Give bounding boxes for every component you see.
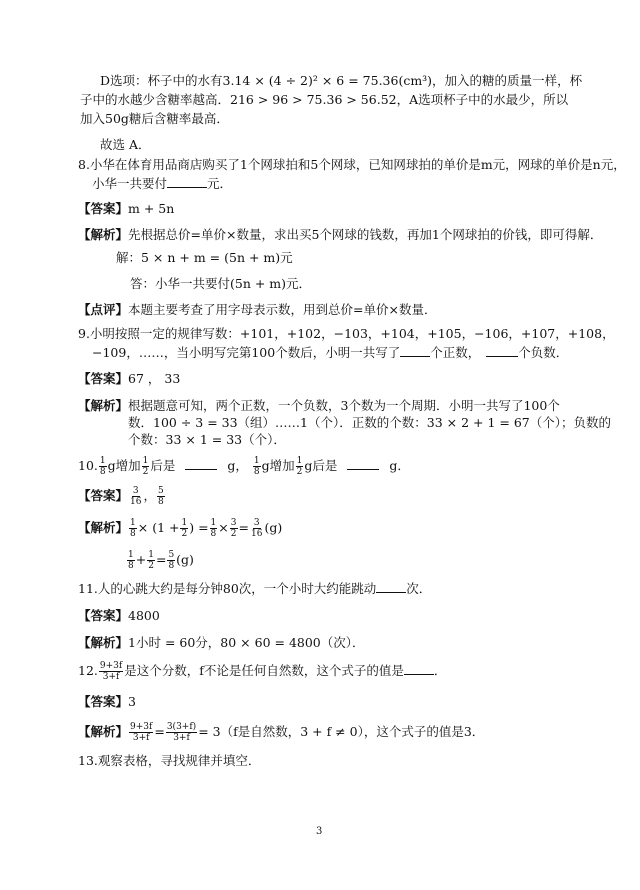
q10-blank-2 xyxy=(347,457,379,470)
q12-answer-label: 【答案】 xyxy=(78,694,129,709)
q10-text-6: g． xyxy=(389,458,410,473)
q8-answer-line xyxy=(78,200,174,218)
q10-fraction-1-8-a: $\frac{1}{8}$ xyxy=(99,456,106,477)
q10-fraction-1-8-b: $\frac{1}{8}$ xyxy=(253,456,260,477)
page-number: 3 xyxy=(316,826,323,837)
q10-analysis-text-1: × (1 + xyxy=(137,520,180,535)
q10-text-3: g， xyxy=(227,458,248,473)
q8-text-part-b: 元． xyxy=(207,176,233,191)
q8-answer-value: m + 5n xyxy=(128,201,175,216)
q8-answer-blank xyxy=(167,175,207,188)
q8-solution-line: 解：5 × n + m = (5n + m)元 xyxy=(116,250,293,265)
q9-answer-line xyxy=(78,370,180,388)
q8-comment-label: 【点评】 xyxy=(78,302,129,317)
q10-answer-line xyxy=(78,484,166,508)
q8-analysis-text: 先根据总价=单价×数量，求出买5个网球的钱数，再加1个网球拍的价钱，即可得解． xyxy=(128,227,603,242)
q10-line2-plus: + xyxy=(135,552,147,567)
q8-text-line-2 xyxy=(92,175,232,193)
q11-analysis-line xyxy=(78,634,365,652)
q10-line2-frac-2: $\frac{1}{2}$ xyxy=(148,550,154,571)
q12-text-part-a: 是这个分数，f不论是任何自然数，这个式子的值是 xyxy=(124,663,404,678)
q10-analysis-frac-1: $\frac{1}{8}$ xyxy=(130,518,136,539)
q12-analysis-label: 【解析】 xyxy=(78,724,129,739)
q9-text-line-2 xyxy=(92,344,568,362)
q9-text-line-1: 9.小明按照一定的规律写数：+101，+102，−103，+104，+105，−106，+107，+108， xyxy=(78,326,615,341)
q10-text-line xyxy=(78,454,410,478)
q10-text-5: g后是 xyxy=(304,458,338,473)
q10-fraction-1-2-a: $\frac{1}{2}$ xyxy=(142,456,149,477)
q10-analysis-label: 【解析】 xyxy=(78,520,129,535)
q10-analysis-frac-2: $\frac{1}{2}$ xyxy=(181,518,188,539)
q10-line2-frac-1: $\frac{1}{8}$ xyxy=(128,550,134,571)
d-option-line-2: 子中的水越少含糖率越高．216 > 96 > 75.36 > 56.52，A选项杯子中的水最少，所以 xyxy=(80,92,569,107)
q10-text-1: g增加 xyxy=(107,458,141,473)
q12-analysis-fraction-1: $\frac{9+3f}{3+f}$ xyxy=(130,722,153,743)
q11-answer-value: 4800 xyxy=(128,608,160,623)
q12-blank xyxy=(404,662,434,675)
q13-text-line: 13.观察表格，寻找规律并填空． xyxy=(78,753,261,768)
q9-negative-blank xyxy=(486,344,518,357)
q9-text-part-b: 个正数， xyxy=(430,345,481,360)
q8-analysis-label: 【解析】 xyxy=(78,227,129,242)
q9-positive-blank xyxy=(400,344,430,357)
q12-text-part-b: ． xyxy=(433,663,447,678)
q11-text-part-b: 次． xyxy=(406,581,432,596)
q10-analysis-text-5: (g) xyxy=(264,520,283,535)
q10-text-2: 后是 xyxy=(150,458,176,473)
d-option-line-3: 加入50g糖后含糖率最高． xyxy=(80,111,229,126)
q12-fraction: $\frac{9+3f}{3+f}$ xyxy=(99,661,123,682)
q10-blank-1 xyxy=(185,457,217,470)
q9-analysis-line-1 xyxy=(78,397,560,415)
q10-prefix: 10. xyxy=(78,458,98,473)
q10-answer-separator: ， xyxy=(143,488,156,503)
q9-analysis-label: 【解析】 xyxy=(78,398,129,413)
q9-answer-value: 67 ， 33 xyxy=(128,371,181,386)
q10-line2-end: (g) xyxy=(176,552,194,567)
q10-answer-fraction-3-16: $\frac{3}{16}$ xyxy=(130,486,142,507)
q12-analysis-fraction-2: $\frac{3(3+f)}{3+f}$ xyxy=(166,722,197,743)
q12-analysis-line xyxy=(78,719,484,745)
q9-analysis-text-1: 根据题意可知，两个正数，一个负数，3个数为一个周期．小明一共写了100个 xyxy=(128,398,560,413)
q9-text-part-a: −109，……，当小明写完第100个数后，小明一共写了 xyxy=(92,345,401,360)
q11-answer-line xyxy=(78,607,160,625)
q10-analysis-text-4: = xyxy=(238,520,249,535)
q9-analysis-line-2: 数．100 ÷ 3 = 33（组）……1（个）．正数的个数：33 × 2 + 1 = 67（个）；负数的 xyxy=(128,415,611,430)
q11-analysis-text: 1小时 = 60分，80 × 60 = 4800（次）． xyxy=(128,635,365,650)
q10-line2-frac-3: $\frac{5}{8}$ xyxy=(168,550,175,571)
q11-blank xyxy=(376,580,406,593)
q8-text-part-a: 小华一共要付 xyxy=(92,176,168,191)
q8-comment-line xyxy=(78,301,436,319)
q10-text-4: g增加 xyxy=(261,458,295,473)
q12-analysis-text: = 3（f是自然数，3 + f ≠ 0），这个式子的值是3． xyxy=(198,724,485,739)
q11-answer-label: 【答案】 xyxy=(78,608,129,623)
q10-analysis-text-3: × xyxy=(218,520,229,535)
choose-a-line: 故选 A． xyxy=(100,137,151,152)
q10-analysis-frac-5: $\frac{3}{16}$ xyxy=(250,518,263,539)
q8-text-line-1: 8.小华在体育用品商店购买了1个网球拍和5个网球，已知网球拍的单价是m元，网球的单价是n元， xyxy=(78,157,626,172)
q8-comment-text: 本题主要考查了用字母表示数，用到总价=单价×数量． xyxy=(128,302,437,317)
q8-reply-line: 答：小华一共要付(5n + m)元． xyxy=(130,276,312,291)
q12-answer-line xyxy=(78,693,136,711)
q12-answer-value: 3 xyxy=(128,694,136,709)
q11-text-line xyxy=(78,580,431,598)
d-option-line-1: D选项：杯子中的水有3.14 × (4 ÷ 2)² × 6 = 75.36(cm³)，加入的糖的质量一样，杯 xyxy=(100,73,583,88)
q8-answer-label: 【答案】 xyxy=(78,201,129,216)
q9-answer-label: 【答案】 xyxy=(78,371,129,386)
q10-line2-eq: = xyxy=(155,552,167,567)
q10-analysis-text-2: ) = xyxy=(189,520,209,535)
q9-analysis-line-3: 个数：33 × 1 = 33（个）． xyxy=(128,432,286,447)
q10-analysis-line-2 xyxy=(126,548,194,572)
q10-answer-label: 【答案】 xyxy=(78,488,129,503)
q10-analysis-frac-4: $\frac{3}{2}$ xyxy=(230,518,237,539)
q11-text-part-a: 11.人的心跳大约是每分钟80次，一个小时大约能跳动 xyxy=(78,581,377,596)
q12-prefix: 12. xyxy=(78,663,98,678)
q9-text-part-c: 个负数． xyxy=(518,345,569,360)
q12-text-line xyxy=(78,659,446,683)
q10-fraction-1-2-b: $\frac{1}{2}$ xyxy=(296,456,303,477)
q8-analysis-line xyxy=(78,226,602,244)
q10-analysis-line-1 xyxy=(78,516,282,540)
q10-answer-fraction-5-8: $\frac{5}{8}$ xyxy=(157,486,164,507)
q11-analysis-label: 【解析】 xyxy=(78,635,129,650)
q10-analysis-frac-3: $\frac{1}{8}$ xyxy=(210,518,217,539)
q12-analysis-eq: = xyxy=(154,724,165,739)
